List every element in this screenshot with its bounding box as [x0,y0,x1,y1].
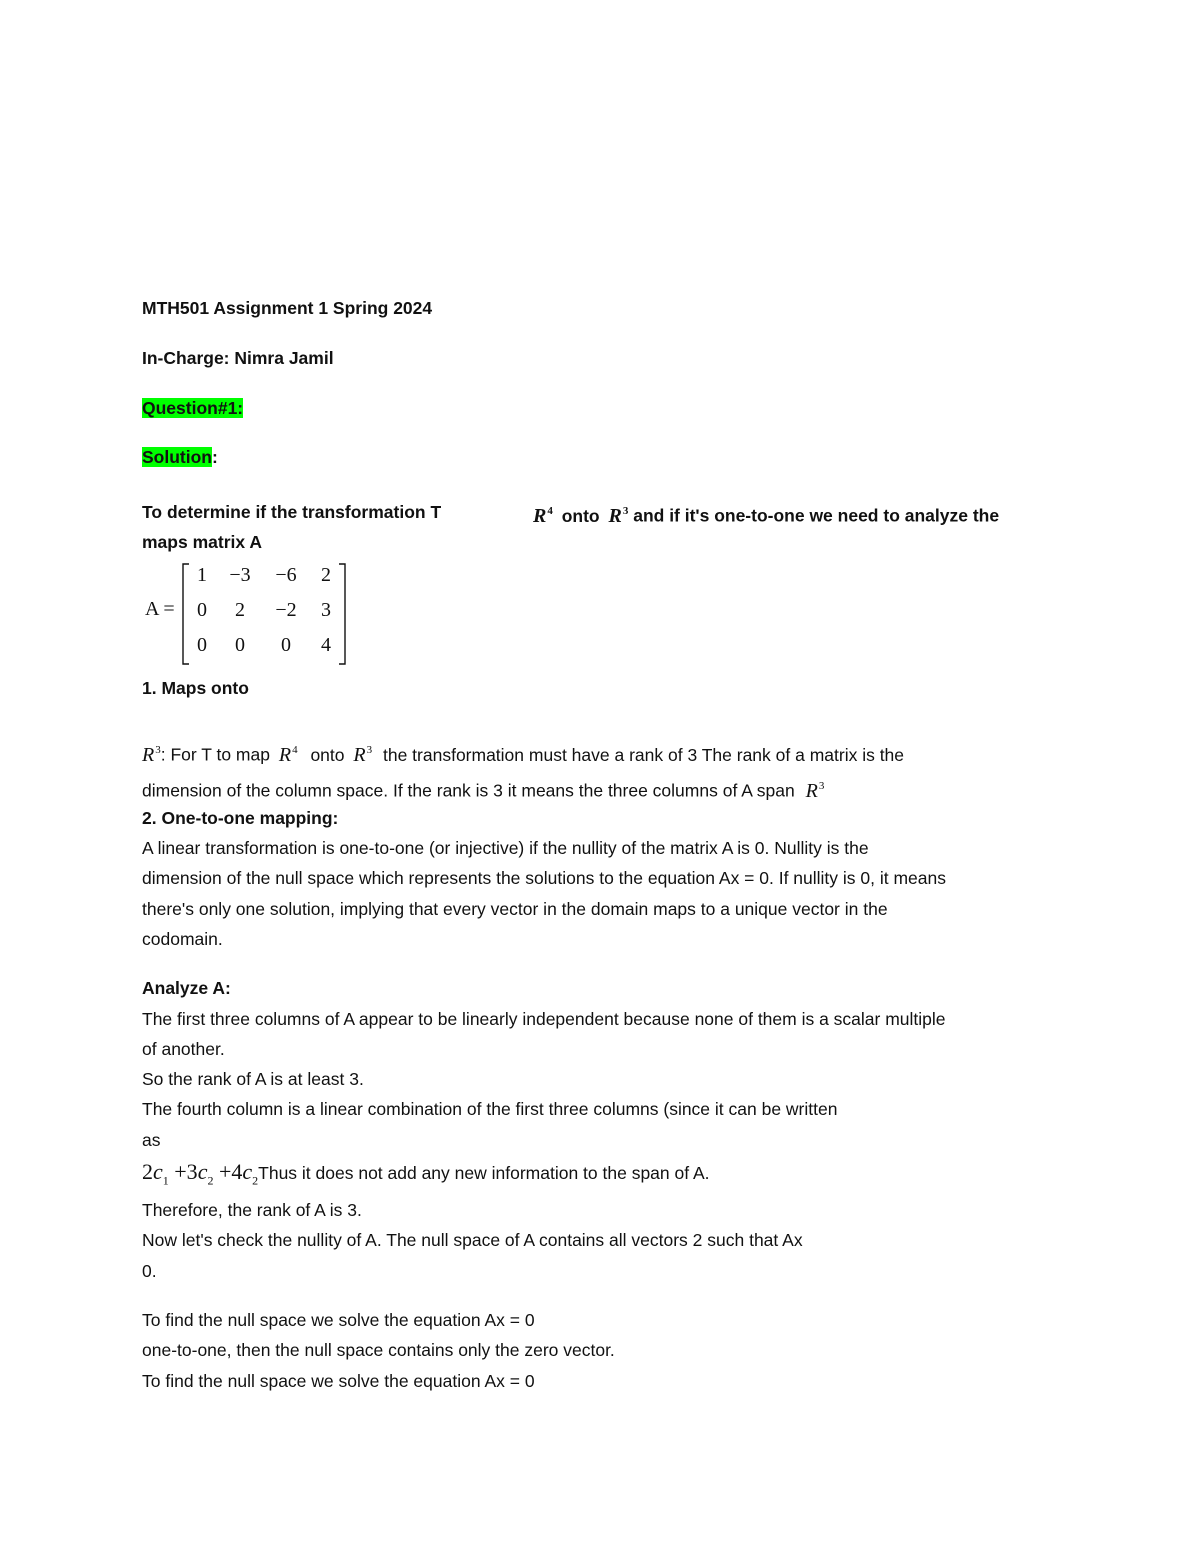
r3-symbol: $R^3$ [608,504,629,527]
analyze-line: The fourth column is a linear combination of the first three columns (since it can be written [142,1099,838,1119]
matrix-cell: −6 [275,564,297,586]
matrix-cell: 3 [321,599,331,621]
section2-line: A linear transformation is one-to-one (or injective) if the nullity of the matrix A is 0. Nullity is the [142,838,869,858]
analyze-after-line: Therefore, the rank of A is 3. [142,1200,362,1220]
section1-text-b: onto [310,744,345,765]
r4-symbol: $R^4$ [533,504,553,527]
section1-heading: 1. Maps onto [142,678,249,698]
analyze-line: The first three columns of A appear to be linearly independent because none of them is a scalar multiple [142,1009,946,1029]
section1-line2 [142,772,824,805]
section2-line: codomain. [142,929,223,949]
analyze-after-line: Now let's check the nullity of A. The null space of A contains all vectors 2 such that Ax [142,1230,803,1250]
section2-heading: 2. One-to-one mapping: [142,808,339,828]
matrix-cell: −3 [229,564,251,586]
document-title: MTH501 Assignment 1 Spring 2024 [142,298,433,318]
section1-text-a: : For T to map [160,744,270,765]
section1-line2-text: dimension of the column space. If the rank is 3 it means the three columns of A span [142,780,795,801]
linear-combination-line [142,1155,710,1197]
intro-math [533,497,999,530]
analyze-heading: Analyze A: [142,978,231,998]
r3-symbol: $R^3$ [353,743,373,766]
matrix-cell: 0 [281,634,291,656]
tail-line: one-to-one, then the null space contains only the zero vector. [142,1340,615,1360]
intro-part1: To determine if the transformation T [142,502,442,522]
matrix-cell: 0 [235,634,245,656]
r3-symbol: $R^3$ [142,743,161,766]
analyze-line: So the rank of A is at least 3. [142,1069,364,1089]
solution-heading [142,445,218,469]
r3-symbol: $R^3$ [805,779,825,802]
section1-text-c: the transformation must have a rank of 3 The rank of a matrix is the [382,744,905,765]
linear-combination-text: Thus it does not add any new information to the span of A. [258,1163,710,1183]
analyze-line: as [142,1130,161,1150]
intro-onto: onto [561,505,600,526]
tail-line: To find the null space we solve the equation Ax = 0 [142,1310,535,1330]
matrix-cell: 1 [197,564,207,586]
tail-line: To find the null space we solve the equation Ax = 0 [142,1371,535,1391]
matrix-cell: 0 [197,634,207,656]
intro-part2: and if it's one-to-one we need to analyze the [633,505,1000,526]
question-heading [142,396,243,420]
solution-label: Solution [142,447,212,467]
section2-line: there's only one solution, implying that every vector in the domain maps to a unique vector in the [142,899,888,919]
question-label: Question#1: [142,398,244,418]
matrix-cell: 2 [235,599,245,621]
r4-symbol: $R^4$ [278,743,298,766]
section2-line: dimension of the null space which represents the solutions to the equation Ax = 0. If nullity is 0, it means [142,868,947,888]
linear-combination-formula: $2c_1 +3c_2 +4c_2$ [142,1159,259,1188]
matrix-cell: 4 [321,634,331,656]
intro-line2: maps matrix A [142,532,262,552]
solution-colon: : [211,447,218,467]
matrix-cell: −2 [275,599,297,621]
analyze-after-line: 0. [142,1261,157,1281]
in-charge-line: In-Charge: Nimra Jamil [142,348,334,368]
matrix-cell: 0 [197,599,207,621]
section1-line1 [142,736,904,769]
analyze-line: of another. [142,1039,225,1059]
matrix-cell: 2 [321,564,331,586]
matrix-label: A = [145,598,175,620]
